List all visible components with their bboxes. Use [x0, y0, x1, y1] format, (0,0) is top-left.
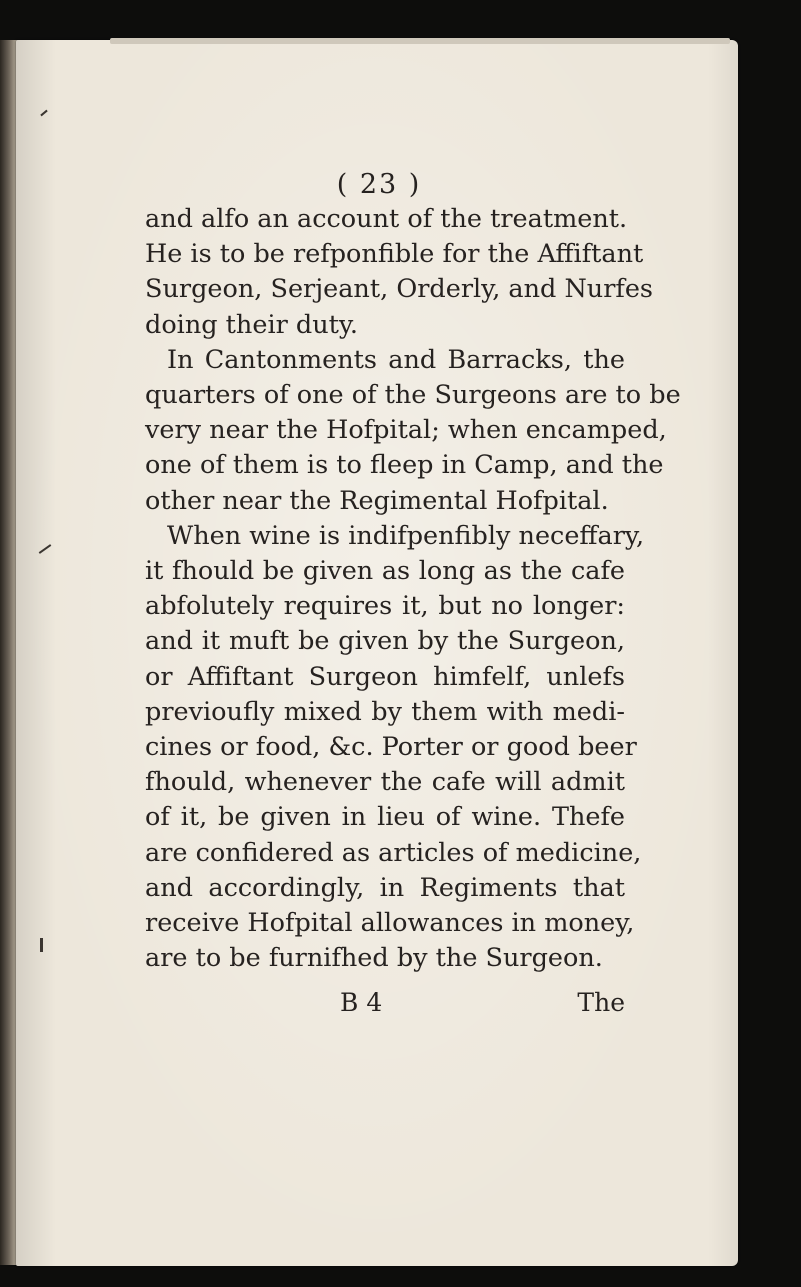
text-line: Surgeon, Serjeant, Orderly, and Nurfes: [145, 274, 653, 305]
text-line: abfolutely requires it, but no longer:: [145, 591, 625, 622]
text-line: of it, be given in lieu of wine. Thefe: [145, 802, 625, 833]
text-line: and it muft be given by the Surgeon,: [145, 626, 625, 657]
text-line: receive Hofpital allowances in money,: [145, 908, 635, 939]
text-line: and accordingly, in Regiments that: [145, 872, 625, 903]
text-line: other near the Regimental Hofpital.: [145, 485, 609, 516]
text-line: and alfo an account of the treatment.: [145, 204, 628, 234]
page-header: ( 23 ): [336, 169, 422, 200]
text-line: He is to be refponfible for the Affiftant: [145, 239, 644, 270]
text-line: quarters of one of the Surgeons are to be: [145, 380, 681, 411]
text-line: In Cantonments and Barracks, the: [167, 344, 625, 375]
page-edge: [110, 38, 730, 44]
page-text-block: [145, 168, 681, 976]
text-line: it fhould be given as long as the cafe: [145, 556, 625, 587]
text-line: fhould, whenever the cafe will admit: [145, 767, 625, 798]
text-line: very near the Hofpital; when encamped,: [145, 415, 667, 446]
text-line: cines or food, &c. Porter or good beer: [145, 732, 637, 763]
catchword: The: [577, 988, 625, 1017]
text-line: doing their duty.: [145, 309, 359, 340]
text-line: When wine is indifpenfibly neceffary,: [167, 520, 645, 551]
text-line: are confidered as articles of medicine,: [145, 837, 642, 868]
text-line: one of them is to fleep in Camp, and the: [145, 450, 664, 481]
margin-mark: [40, 938, 43, 952]
signature-mark: B 4: [340, 988, 383, 1017]
text-line: previoufly mixed by them with medi-: [145, 696, 625, 727]
text-line: or Affiftant Surgeon himfelf, unlefs: [145, 661, 625, 692]
text-line: are to be furnifhed by the Surgeon.: [145, 943, 603, 974]
